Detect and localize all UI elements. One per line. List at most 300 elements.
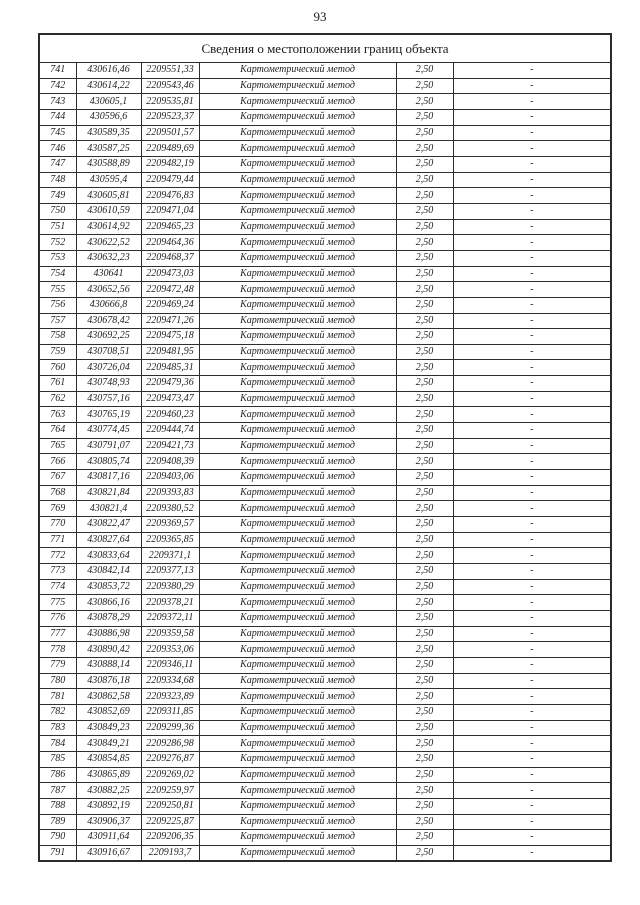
description-cell: - — [453, 172, 611, 188]
point-number-cell: 769 — [39, 501, 76, 517]
point-number-cell: 764 — [39, 423, 76, 439]
description-cell: - — [453, 532, 611, 548]
description-cell: - — [453, 344, 611, 360]
method-cell: Картометрический метод — [199, 642, 396, 658]
precision-cell: 2,50 — [396, 282, 453, 298]
method-cell: Картометрический метод — [199, 579, 396, 595]
y-coordinate-cell: 2209460,23 — [141, 407, 199, 423]
x-coordinate-cell: 430805,74 — [76, 454, 141, 470]
description-cell: - — [453, 454, 611, 470]
x-coordinate-cell: 430849,23 — [76, 720, 141, 736]
y-coordinate-cell: 2209269,02 — [141, 767, 199, 783]
table-row — [39, 751, 611, 767]
precision-cell: 2,50 — [396, 156, 453, 172]
y-coordinate-cell: 2209286,98 — [141, 736, 199, 752]
precision-cell: 2,50 — [396, 798, 453, 814]
y-coordinate-cell: 2209372,11 — [141, 610, 199, 626]
precision-cell: 2,50 — [396, 344, 453, 360]
description-cell: - — [453, 751, 611, 767]
point-number-cell: 791 — [39, 845, 76, 861]
table-row — [39, 282, 611, 298]
point-number-cell: 745 — [39, 125, 76, 141]
table-row — [39, 141, 611, 157]
y-coordinate-cell: 2209259,97 — [141, 783, 199, 799]
description-cell: - — [453, 78, 611, 94]
x-coordinate-cell: 430596,6 — [76, 109, 141, 125]
y-coordinate-cell: 2209482,19 — [141, 156, 199, 172]
method-cell: Картометрический метод — [199, 454, 396, 470]
table-row — [39, 579, 611, 595]
point-number-cell: 743 — [39, 94, 76, 110]
y-coordinate-cell: 2209346,11 — [141, 657, 199, 673]
x-coordinate-cell: 430821,4 — [76, 501, 141, 517]
point-number-cell: 758 — [39, 329, 76, 345]
precision-cell: 2,50 — [396, 767, 453, 783]
point-number-cell: 790 — [39, 830, 76, 846]
table-row — [39, 297, 611, 313]
precision-cell: 2,50 — [396, 610, 453, 626]
x-coordinate-cell: 430791,07 — [76, 438, 141, 454]
y-coordinate-cell: 2209193,7 — [141, 845, 199, 861]
description-cell: - — [453, 63, 611, 79]
table-row — [39, 564, 611, 580]
description-cell: - — [453, 689, 611, 705]
x-coordinate-cell: 430589,35 — [76, 125, 141, 141]
y-coordinate-cell: 2209472,48 — [141, 282, 199, 298]
description-cell: - — [453, 830, 611, 846]
precision-cell: 2,50 — [396, 297, 453, 313]
y-coordinate-cell: 2209475,18 — [141, 329, 199, 345]
method-cell: Картометрический метод — [199, 517, 396, 533]
description-cell: - — [453, 266, 611, 282]
precision-cell: 2,50 — [396, 438, 453, 454]
point-number-cell: 752 — [39, 235, 76, 251]
y-coordinate-cell: 2209469,24 — [141, 297, 199, 313]
y-coordinate-cell: 2209464,36 — [141, 235, 199, 251]
point-number-cell: 772 — [39, 548, 76, 564]
precision-cell: 2,50 — [396, 266, 453, 282]
description-cell: - — [453, 626, 611, 642]
x-coordinate-cell: 430666,8 — [76, 297, 141, 313]
method-cell: Картометрический метод — [199, 125, 396, 141]
table-title-row — [39, 34, 611, 63]
y-coordinate-cell: 2209535,81 — [141, 94, 199, 110]
x-coordinate-cell: 430588,89 — [76, 156, 141, 172]
table-row — [39, 642, 611, 658]
table-row — [39, 391, 611, 407]
method-cell: Картометрический метод — [199, 830, 396, 846]
method-cell: Картометрический метод — [199, 219, 396, 235]
point-number-cell: 788 — [39, 798, 76, 814]
y-coordinate-cell: 2209489,69 — [141, 141, 199, 157]
table-row — [39, 313, 611, 329]
y-coordinate-cell: 2209551,33 — [141, 63, 199, 79]
point-number-cell: 781 — [39, 689, 76, 705]
description-cell: - — [453, 407, 611, 423]
method-cell: Картометрический метод — [199, 391, 396, 407]
x-coordinate-cell: 430827,64 — [76, 532, 141, 548]
precision-cell: 2,50 — [396, 423, 453, 439]
y-coordinate-cell: 2209473,03 — [141, 266, 199, 282]
precision-cell: 2,50 — [396, 579, 453, 595]
point-number-cell: 750 — [39, 203, 76, 219]
point-number-cell: 775 — [39, 595, 76, 611]
precision-cell: 2,50 — [396, 626, 453, 642]
table-row — [39, 109, 611, 125]
precision-cell: 2,50 — [396, 751, 453, 767]
x-coordinate-cell: 430866,16 — [76, 595, 141, 611]
method-cell: Картометрический метод — [199, 376, 396, 392]
x-coordinate-cell: 430833,64 — [76, 548, 141, 564]
table-row — [39, 548, 611, 564]
precision-cell: 2,50 — [396, 736, 453, 752]
point-number-cell: 767 — [39, 470, 76, 486]
precision-cell: 2,50 — [396, 63, 453, 79]
table-row — [39, 188, 611, 204]
description-cell: - — [453, 673, 611, 689]
table-row — [39, 798, 611, 814]
method-cell: Картометрический метод — [199, 501, 396, 517]
x-coordinate-cell: 430641 — [76, 266, 141, 282]
method-cell: Картометрический метод — [199, 78, 396, 94]
precision-cell: 2,50 — [396, 720, 453, 736]
precision-cell: 2,50 — [396, 485, 453, 501]
method-cell: Картометрический метод — [199, 172, 396, 188]
table-row — [39, 360, 611, 376]
point-number-cell: 757 — [39, 313, 76, 329]
method-cell: Картометрический метод — [199, 783, 396, 799]
y-coordinate-cell: 2209380,52 — [141, 501, 199, 517]
point-number-cell: 785 — [39, 751, 76, 767]
table-row — [39, 423, 611, 439]
table-row — [39, 814, 611, 830]
y-coordinate-cell: 2209380,29 — [141, 579, 199, 595]
method-cell: Картометрический метод — [199, 626, 396, 642]
x-coordinate-cell: 430605,81 — [76, 188, 141, 204]
y-coordinate-cell: 2209523,37 — [141, 109, 199, 125]
method-cell: Картометрический метод — [199, 156, 396, 172]
description-cell: - — [453, 188, 611, 204]
description-cell: - — [453, 125, 611, 141]
precision-cell: 2,50 — [396, 704, 453, 720]
precision-cell: 2,50 — [396, 548, 453, 564]
description-cell: - — [453, 595, 611, 611]
precision-cell: 2,50 — [396, 595, 453, 611]
y-coordinate-cell: 2209479,44 — [141, 172, 199, 188]
y-coordinate-cell: 2209250,81 — [141, 798, 199, 814]
table-row — [39, 610, 611, 626]
description-cell: - — [453, 156, 611, 172]
table-row — [39, 250, 611, 266]
x-coordinate-cell: 430882,25 — [76, 783, 141, 799]
description-cell: - — [453, 360, 611, 376]
method-cell: Картометрический метод — [199, 266, 396, 282]
point-number-cell: 773 — [39, 564, 76, 580]
description-cell: - — [453, 736, 611, 752]
table-header — [39, 34, 611, 63]
point-number-cell: 762 — [39, 391, 76, 407]
point-number-cell: 760 — [39, 360, 76, 376]
description-cell: - — [453, 313, 611, 329]
table-row — [39, 767, 611, 783]
point-number-cell: 768 — [39, 485, 76, 501]
precision-cell: 2,50 — [396, 360, 453, 376]
precision-cell: 2,50 — [396, 689, 453, 705]
description-cell: - — [453, 94, 611, 110]
x-coordinate-cell: 430708,51 — [76, 344, 141, 360]
description-cell: - — [453, 517, 611, 533]
y-coordinate-cell: 2209353,06 — [141, 642, 199, 658]
method-cell: Картометрический метод — [199, 360, 396, 376]
method-cell: Картометрический метод — [199, 751, 396, 767]
method-cell: Картометрический метод — [199, 94, 396, 110]
description-cell: - — [453, 548, 611, 564]
page-number: 93 — [313, 9, 327, 24]
point-number-cell: 779 — [39, 657, 76, 673]
precision-cell: 2,50 — [396, 172, 453, 188]
x-coordinate-cell: 430842,14 — [76, 564, 141, 580]
y-coordinate-cell: 2209421,73 — [141, 438, 199, 454]
y-coordinate-cell: 2209481,95 — [141, 344, 199, 360]
description-cell: - — [453, 657, 611, 673]
point-number-cell: 763 — [39, 407, 76, 423]
x-coordinate-cell: 430876,18 — [76, 673, 141, 689]
y-coordinate-cell: 2209403,06 — [141, 470, 199, 486]
table-row — [39, 657, 611, 673]
description-cell: - — [453, 814, 611, 830]
y-coordinate-cell: 2209543,46 — [141, 78, 199, 94]
method-cell: Картометрический метод — [199, 689, 396, 705]
y-coordinate-cell: 2209206,35 — [141, 830, 199, 846]
table-row — [39, 517, 611, 533]
description-cell: - — [453, 141, 611, 157]
table-row — [39, 783, 611, 799]
method-cell: Картометрический метод — [199, 845, 396, 861]
x-coordinate-cell: 430911,64 — [76, 830, 141, 846]
x-coordinate-cell: 430878,29 — [76, 610, 141, 626]
table-row — [39, 501, 611, 517]
point-number-cell: 744 — [39, 109, 76, 125]
table-row — [39, 407, 611, 423]
point-number-cell: 787 — [39, 783, 76, 799]
table-row — [39, 720, 611, 736]
x-coordinate-cell: 430862,58 — [76, 689, 141, 705]
point-number-cell: 751 — [39, 219, 76, 235]
precision-cell: 2,50 — [396, 845, 453, 861]
y-coordinate-cell: 2209393,83 — [141, 485, 199, 501]
method-cell: Картометрический метод — [199, 250, 396, 266]
precision-cell: 2,50 — [396, 830, 453, 846]
table-row — [39, 329, 611, 345]
precision-cell: 2,50 — [396, 109, 453, 125]
description-cell: - — [453, 235, 611, 251]
x-coordinate-cell: 430892,19 — [76, 798, 141, 814]
precision-cell: 2,50 — [396, 329, 453, 345]
y-coordinate-cell: 2209276,87 — [141, 751, 199, 767]
x-coordinate-cell: 430888,14 — [76, 657, 141, 673]
x-coordinate-cell: 430765,19 — [76, 407, 141, 423]
table-row — [39, 704, 611, 720]
x-coordinate-cell: 430854,85 — [76, 751, 141, 767]
description-cell: - — [453, 642, 611, 658]
precision-cell: 2,50 — [396, 657, 453, 673]
x-coordinate-cell: 430890,42 — [76, 642, 141, 658]
boundaries-table — [38, 33, 612, 862]
description-cell: - — [453, 203, 611, 219]
table-row — [39, 266, 611, 282]
method-cell: Картометрический метод — [199, 470, 396, 486]
y-coordinate-cell: 2209323,89 — [141, 689, 199, 705]
description-cell: - — [453, 423, 611, 439]
table-row — [39, 63, 611, 79]
precision-cell: 2,50 — [396, 203, 453, 219]
description-cell: - — [453, 845, 611, 861]
table-row — [39, 626, 611, 642]
precision-cell: 2,50 — [396, 454, 453, 470]
precision-cell: 2,50 — [396, 783, 453, 799]
y-coordinate-cell: 2209444,74 — [141, 423, 199, 439]
y-coordinate-cell: 2209371,1 — [141, 548, 199, 564]
method-cell: Картометрический метод — [199, 329, 396, 345]
y-coordinate-cell: 2209225,87 — [141, 814, 199, 830]
y-coordinate-cell: 2209471,04 — [141, 203, 199, 219]
y-coordinate-cell: 2209485,31 — [141, 360, 199, 376]
x-coordinate-cell: 430757,16 — [76, 391, 141, 407]
point-number-cell: 778 — [39, 642, 76, 658]
method-cell: Картометрический метод — [199, 313, 396, 329]
x-coordinate-cell: 430678,42 — [76, 313, 141, 329]
description-cell: - — [453, 501, 611, 517]
method-cell: Картометрический метод — [199, 344, 396, 360]
description-cell: - — [453, 376, 611, 392]
table-row — [39, 532, 611, 548]
point-number-cell: 766 — [39, 454, 76, 470]
point-number-cell: 746 — [39, 141, 76, 157]
description-cell: - — [453, 391, 611, 407]
point-number-cell: 748 — [39, 172, 76, 188]
table-row — [39, 595, 611, 611]
x-coordinate-cell: 430916,67 — [76, 845, 141, 861]
point-number-cell: 771 — [39, 532, 76, 548]
precision-cell: 2,50 — [396, 532, 453, 548]
method-cell: Картометрический метод — [199, 720, 396, 736]
table-row — [39, 172, 611, 188]
x-coordinate-cell: 430748,93 — [76, 376, 141, 392]
x-coordinate-cell: 430632,23 — [76, 250, 141, 266]
method-cell: Картометрический метод — [199, 235, 396, 251]
method-cell: Картометрический метод — [199, 814, 396, 830]
y-coordinate-cell: 2209479,36 — [141, 376, 199, 392]
description-cell: - — [453, 109, 611, 125]
x-coordinate-cell: 430692,25 — [76, 329, 141, 345]
description-cell: - — [453, 579, 611, 595]
table-row — [39, 736, 611, 752]
table-row — [39, 156, 611, 172]
description-cell: - — [453, 250, 611, 266]
description-cell: - — [453, 282, 611, 298]
table-row — [39, 470, 611, 486]
x-coordinate-cell: 430906,37 — [76, 814, 141, 830]
description-cell: - — [453, 485, 611, 501]
point-number-cell: 761 — [39, 376, 76, 392]
method-cell: Картометрический метод — [199, 736, 396, 752]
precision-cell: 2,50 — [396, 501, 453, 517]
x-coordinate-cell: 430849,21 — [76, 736, 141, 752]
precision-cell: 2,50 — [396, 250, 453, 266]
method-cell: Картометрический метод — [199, 63, 396, 79]
table-row — [39, 94, 611, 110]
table-row — [39, 438, 611, 454]
method-cell: Картометрический метод — [199, 767, 396, 783]
method-cell: Картометрический метод — [199, 532, 396, 548]
x-coordinate-cell: 430616,46 — [76, 63, 141, 79]
table-row — [39, 125, 611, 141]
x-coordinate-cell: 430605,1 — [76, 94, 141, 110]
method-cell: Картометрический метод — [199, 297, 396, 313]
precision-cell: 2,50 — [396, 564, 453, 580]
precision-cell: 2,50 — [396, 814, 453, 830]
point-number-cell: 765 — [39, 438, 76, 454]
x-coordinate-cell: 430865,89 — [76, 767, 141, 783]
table-row — [39, 830, 611, 846]
y-coordinate-cell: 2209334,68 — [141, 673, 199, 689]
y-coordinate-cell: 2209365,85 — [141, 532, 199, 548]
y-coordinate-cell: 2209501,57 — [141, 125, 199, 141]
method-cell: Картометрический метод — [199, 595, 396, 611]
y-coordinate-cell: 2209408,39 — [141, 454, 199, 470]
table-row — [39, 344, 611, 360]
point-number-cell: 749 — [39, 188, 76, 204]
point-number-cell: 742 — [39, 78, 76, 94]
method-cell: Картометрический метод — [199, 407, 396, 423]
x-coordinate-cell: 430614,92 — [76, 219, 141, 235]
point-number-cell: 753 — [39, 250, 76, 266]
description-cell: - — [453, 610, 611, 626]
x-coordinate-cell: 430817,16 — [76, 470, 141, 486]
description-cell: - — [453, 783, 611, 799]
method-cell: Картометрический метод — [199, 423, 396, 439]
description-cell: - — [453, 470, 611, 486]
method-cell: Картометрический метод — [199, 485, 396, 501]
point-number-cell: 776 — [39, 610, 76, 626]
x-coordinate-cell: 430595,4 — [76, 172, 141, 188]
table-row — [39, 203, 611, 219]
y-coordinate-cell: 2209476,83 — [141, 188, 199, 204]
method-cell: Картометрический метод — [199, 438, 396, 454]
description-cell: - — [453, 438, 611, 454]
x-coordinate-cell: 430886,98 — [76, 626, 141, 642]
precision-cell: 2,50 — [396, 219, 453, 235]
x-coordinate-cell: 430774,45 — [76, 423, 141, 439]
y-coordinate-cell: 2209465,23 — [141, 219, 199, 235]
point-number-cell: 782 — [39, 704, 76, 720]
point-number-cell: 755 — [39, 282, 76, 298]
description-cell: - — [453, 767, 611, 783]
table-row — [39, 219, 611, 235]
y-coordinate-cell: 2209468,37 — [141, 250, 199, 266]
point-number-cell: 741 — [39, 63, 76, 79]
description-cell: - — [453, 219, 611, 235]
x-coordinate-cell: 430821,84 — [76, 485, 141, 501]
description-cell: - — [453, 329, 611, 345]
table-row — [39, 689, 611, 705]
point-number-cell: 786 — [39, 767, 76, 783]
table-row — [39, 454, 611, 470]
method-cell: Картометрический метод — [199, 673, 396, 689]
table-row — [39, 485, 611, 501]
point-number-cell: 780 — [39, 673, 76, 689]
table-row — [39, 235, 611, 251]
